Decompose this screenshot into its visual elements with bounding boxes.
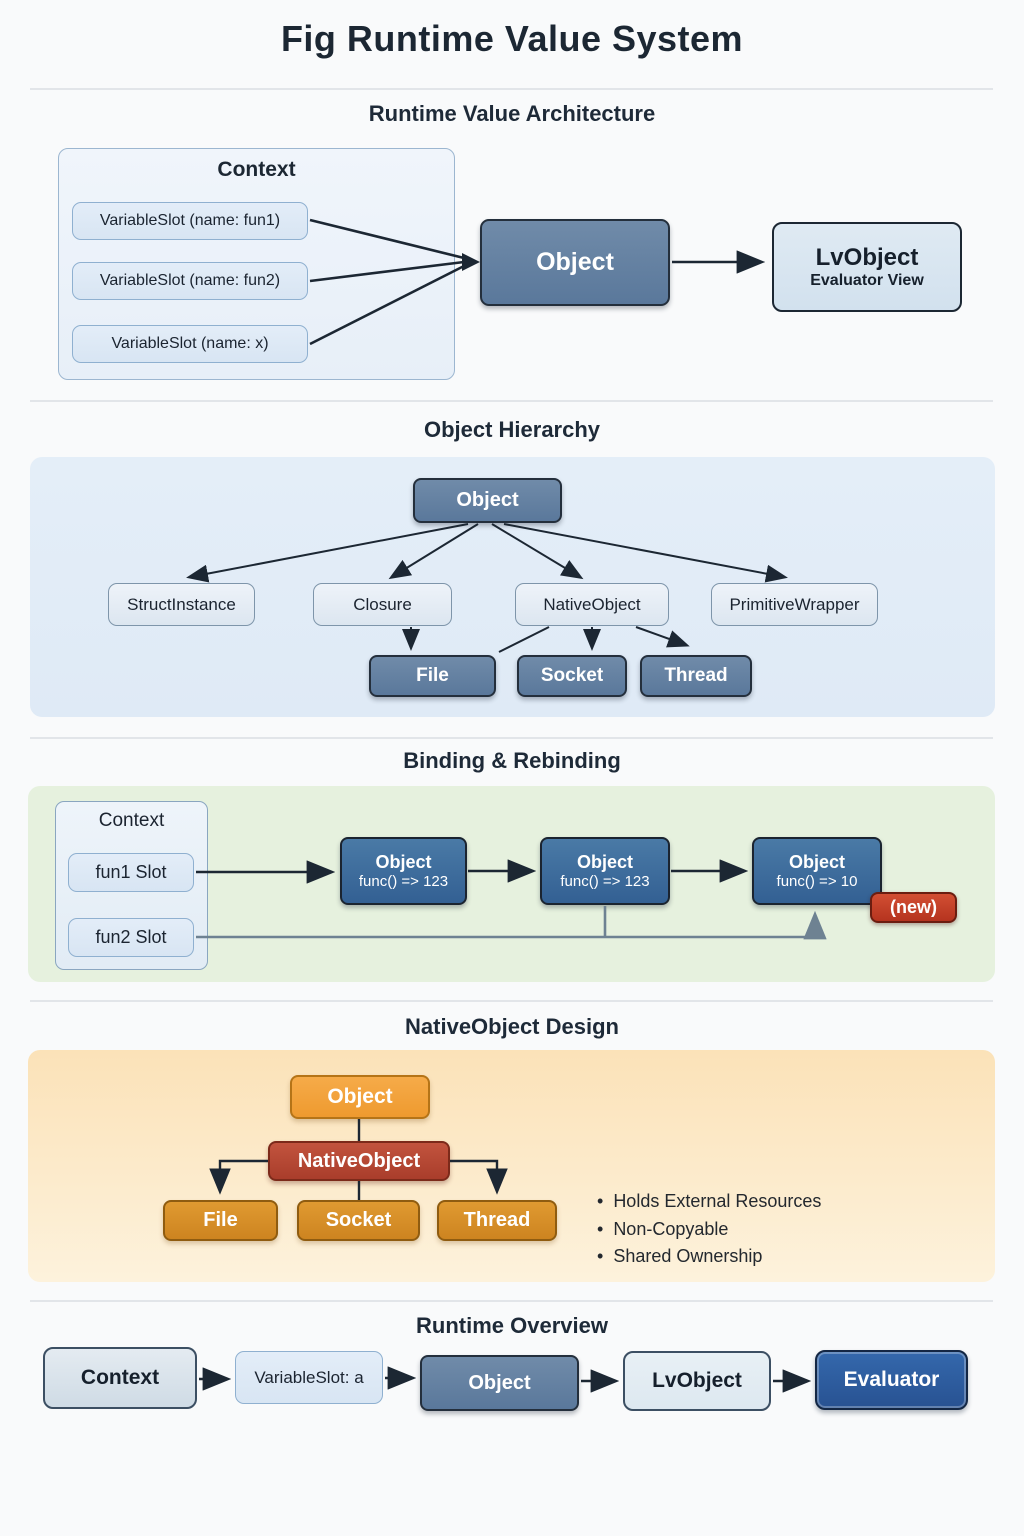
native-file: File [163, 1200, 278, 1241]
binding-object-1-title: Object [375, 852, 432, 872]
hierarchy-socket: Socket [517, 655, 627, 697]
overview-evaluator: Evaluator [815, 1350, 968, 1410]
binding-object-1 [340, 837, 467, 905]
section-heading-hierarchy: Object Hierarchy [423, 417, 601, 442]
binding-object-3-value: func() => 10 [776, 873, 858, 890]
variable-slot-fun1: VariableSlot (name: fun1) [72, 202, 308, 240]
new-badge: (new) [870, 892, 957, 923]
binding-object-3-title: Object [788, 852, 845, 872]
object-node: Object [480, 219, 670, 306]
divider [30, 737, 993, 739]
native-thread: Thread [437, 1200, 557, 1241]
overview-lvobject: LvObject [623, 1351, 771, 1411]
section-heading-binding: Binding & Rebinding [403, 748, 621, 773]
hierarchy-structinstance: StructInstance [108, 583, 255, 626]
page-title: Fig Runtime Value System [280, 18, 744, 59]
divider [30, 1000, 993, 1002]
native-root-object: Object [290, 1075, 430, 1119]
bullet-non-copyable: • Non-Copyable [597, 1219, 728, 1240]
binding-object-1-value: func() => 123 [358, 873, 449, 890]
hierarchy-nativeobject: NativeObject [515, 583, 669, 626]
overview-context: Context [43, 1347, 197, 1409]
context-title: Context [217, 158, 296, 181]
native-design-panel [28, 1050, 995, 1282]
native-socket: Socket [297, 1200, 420, 1241]
variable-slot-fun2: VariableSlot (name: fun2) [72, 262, 308, 300]
binding-object-3 [752, 837, 882, 905]
divider [30, 400, 993, 402]
lvobject-node [772, 222, 962, 312]
binding-slot-fun1: fun1 Slot [68, 853, 194, 892]
hierarchy-closure: Closure [313, 583, 452, 626]
hierarchy-thread: Thread [640, 655, 752, 697]
binding-object-2 [540, 837, 670, 905]
section-heading-overview: Runtime Overview [416, 1313, 608, 1338]
overview-object: Object [420, 1355, 579, 1411]
native-base: NativeObject [268, 1141, 450, 1181]
hierarchy-file: File [369, 655, 496, 697]
variable-slot-x: VariableSlot (name: x) [72, 325, 308, 363]
binding-context-title: Context [98, 810, 165, 831]
divider [30, 1300, 993, 1302]
section-heading-architecture: Runtime Value Architecture [368, 101, 656, 126]
lvobject-label: LvObject [815, 244, 919, 271]
binding-object-2-value: func() => 123 [560, 873, 650, 890]
binding-slot-fun2: fun2 Slot [68, 918, 194, 957]
overview-variableslot: VariableSlot: a [235, 1351, 383, 1404]
bullet-holds-external-resources: • Holds External Resources [597, 1191, 821, 1212]
hierarchy-primitivewrapper: PrimitiveWrapper [711, 583, 878, 626]
bullet-shared-ownership: • Shared Ownership [597, 1246, 762, 1267]
divider [30, 88, 993, 90]
binding-object-2-title: Object [576, 852, 633, 872]
lvobject-sublabel: Evaluator View [810, 272, 924, 289]
hierarchy-root-object: Object [413, 478, 562, 523]
section-heading-native-design: NativeObject Design [405, 1014, 619, 1039]
